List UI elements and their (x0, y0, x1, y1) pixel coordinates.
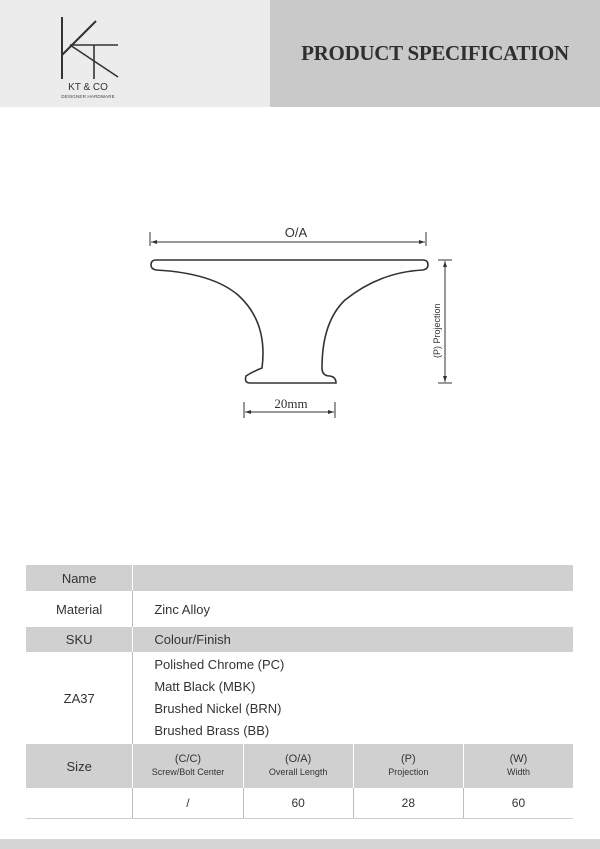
column-abbr: (O/A) (285, 753, 312, 765)
column-full: Screw/Bolt Center (151, 767, 225, 777)
column-abbr: (C/C) (174, 753, 202, 765)
footer-bar (0, 839, 600, 849)
table-row-sku (26, 627, 573, 652)
projection-dimension (432, 260, 452, 383)
size-label: Size (26, 744, 133, 788)
product-drawing (0, 110, 600, 440)
column-full: Projection (388, 767, 429, 777)
base-label: 20mm (274, 396, 308, 411)
material-value: Zinc Alloy (133, 591, 573, 627)
header-logo-panel (0, 0, 270, 107)
column-header-cc (133, 744, 243, 788)
table-row-values (26, 788, 573, 819)
finish-item: Brushed Brass (BB) (154, 723, 270, 738)
finish-label: Colour/Finish (133, 627, 573, 652)
value-cc: / (133, 788, 243, 819)
column-abbr: (W) (509, 753, 528, 765)
brand-name: KT & CO (68, 82, 108, 93)
kt-logo-icon (56, 15, 120, 81)
table-row-size (26, 744, 573, 788)
sku-label: SKU (26, 627, 133, 652)
projection-label: (P) Projection (432, 303, 442, 358)
overall-label: O/A (284, 225, 308, 240)
brand-tagline: DESIGNER HARDWARE (61, 94, 115, 99)
empty-cell (26, 788, 133, 819)
name-label: Name (26, 565, 133, 591)
page-title: PRODUCT SPECIFICATION (301, 41, 569, 65)
finish-item: Matt Black (MBK) (154, 679, 256, 694)
overall-dimension (150, 225, 426, 246)
column-full: Width (506, 767, 530, 777)
table-row-material (26, 591, 573, 627)
column-header-w (463, 744, 573, 788)
column-abbr: (P) (400, 753, 416, 765)
finish-item: Brushed Nickel (BRN) (154, 701, 282, 716)
sku-value: ZA37 (63, 690, 95, 706)
table-row-finishes (26, 652, 573, 744)
base-dimension (244, 396, 335, 418)
column-full: Overall Length (268, 767, 328, 777)
knob-profile (151, 260, 428, 383)
column-header-p (353, 744, 463, 788)
finish-item: Polished Chrome (PC) (154, 657, 285, 672)
finish-list (133, 652, 573, 744)
value-w: 60 (463, 788, 573, 819)
name-value (133, 565, 573, 591)
column-header-oa (243, 744, 353, 788)
value-oa: 60 (243, 788, 353, 819)
value-p: 28 (353, 788, 463, 819)
table-row-name (26, 565, 573, 591)
header-title-panel (270, 0, 600, 107)
spec-table (26, 565, 573, 819)
material-label: Material (56, 601, 103, 617)
